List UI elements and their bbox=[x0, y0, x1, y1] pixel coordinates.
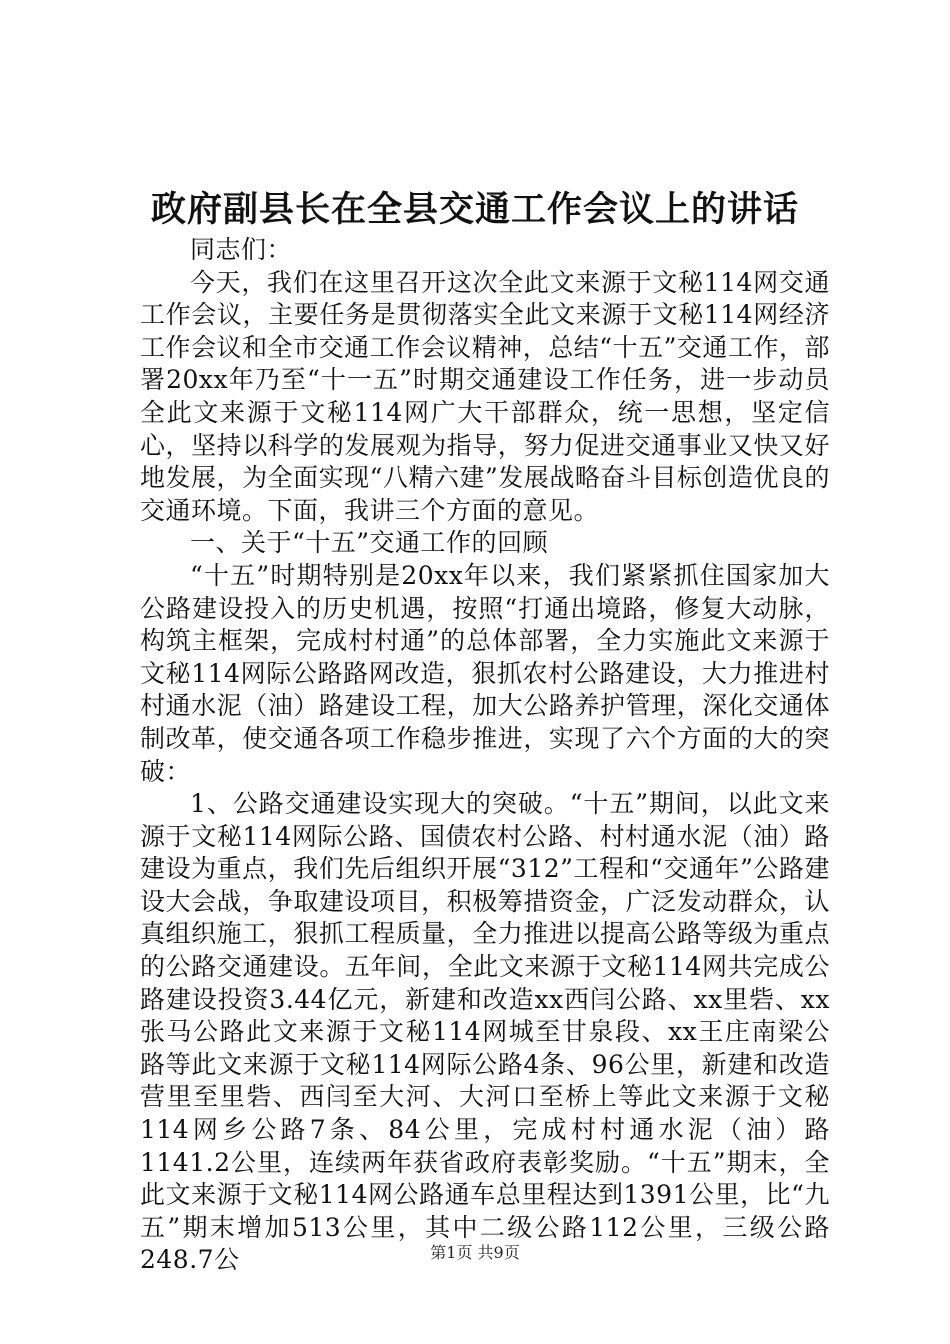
salutation: 同志们： bbox=[190, 235, 293, 264]
paragraph-achievement-1: 1、公路交通建设实现大的突破。“十五”期间，以此文来源于文秘114网际公路、国债农村公路、村村通水泥（油）路建设为重点，我们先后组织开展“312”工程和“交通年”公路建设大会战，争取建设项目，积极筹措资金，广泛发动群众，认真组织施工，狠抓工程质量，全力推进以提高公路等级为重点的公路交通建设。五年间，全此文来源于文秘114网共完成公路建设投资3.44亿元，新建和改造xx西闫公路、xx里砦、xx张马公路此文来源于文秘114网城至甘泉段、xx王庄南梁公路等此文来源于文秘114网际公路4条、96公里，新建和改造营里至里砦、西闫至大河、大河口至桥上等此文来源于文秘114网乡公路7条、84公里，完成村村通水泥（油）路1141.2公里，连续两年获省政府表彰奖励。“十五”期末，全此文来源于文秘114网公路通车总里程达到1391公里，比“九五”期末增加513公里，其中二级公路112公里，三级公路248.7公 bbox=[140, 789, 830, 1275]
page-number: 第1页 共9页 bbox=[430, 1243, 520, 1262]
section-heading: 一、关于“十五”交通工作的回顾 bbox=[190, 528, 549, 558]
paragraph-review: “十五”时期特别是20xx年以来，我们紧紧抓住国家加大公路建设投入的历史机遇，按照“打通出境路，修复大动脉，构筑主框架，完成村村通”的总体部署，全力实施此文来源于文秘114网际公路路网改造，狠抓农村公路建设，大力推进村村通水泥（油）路建设工程，加大公路养护管理，深化交通体制改革，使交通各项工作稳步推进，实现了六个方面的大的突破： bbox=[140, 560, 830, 786]
paragraph-intro: 今天，我们在这里召开这次全此文来源于文秘114网交通工作会议，主要任务是贯彻落实全此文来源于文秘114网经济工作会议和全市交通工作会议精神，总结“十五”交通工作，部署20xx年乃至“十一五”时期交通建设工作任务，进一步动员全此文来源于文秘114网广大干部群众，统一思想，坚定信心，坚持以科学的发展观为指导，努力促进交通事业又快又好地发展，为全面实现“八精六建”发展战略奋斗目标创造优良的交通环境。下面，我讲三个方面的意见。 bbox=[140, 267, 830, 525]
document-title: 政府副县长在全县交通工作会议上的讲话 bbox=[150, 189, 799, 230]
document-body bbox=[140, 234, 830, 1277]
